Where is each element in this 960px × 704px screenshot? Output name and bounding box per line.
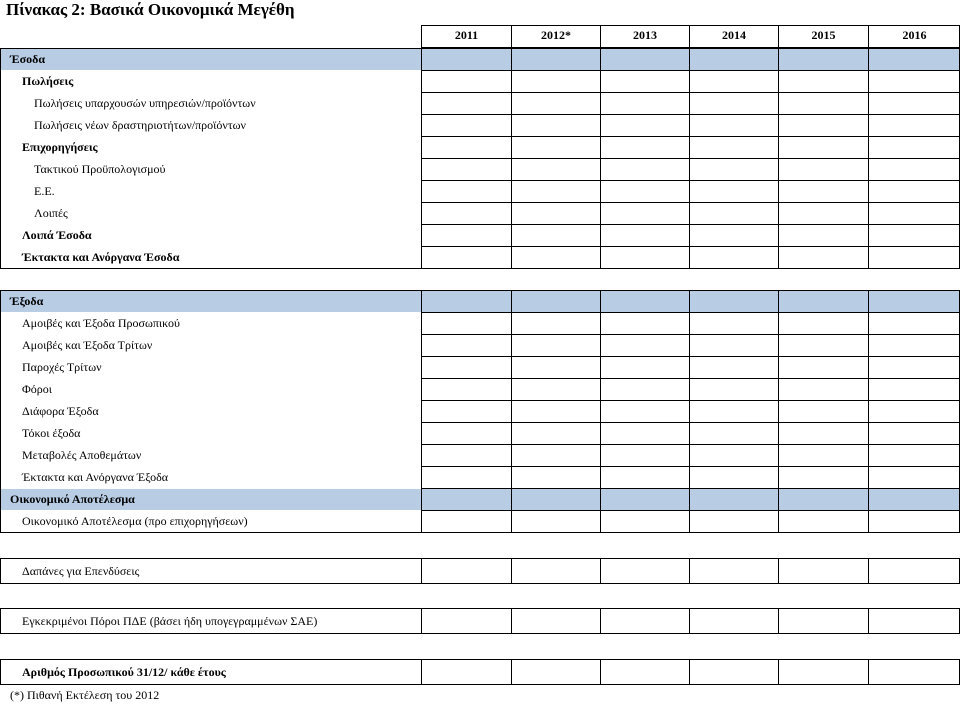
data-cell[interactable] xyxy=(512,401,600,422)
data-cell[interactable] xyxy=(869,181,960,202)
data-cell[interactable] xyxy=(422,357,511,378)
data-cell[interactable] xyxy=(422,49,511,70)
row-label: Έκτακτα και Ανόργανα Έσοδα xyxy=(22,250,180,264)
data-cell[interactable] xyxy=(422,401,511,422)
row-label: Δαπάνες για Επενδύσεις xyxy=(22,564,140,578)
data-cell[interactable] xyxy=(601,489,689,510)
data-cell[interactable] xyxy=(779,181,868,202)
data-cell[interactable] xyxy=(422,291,511,312)
data-cell[interactable] xyxy=(869,203,960,224)
year-header-cell: 2016 xyxy=(868,26,960,47)
row-label: Διάφορα Έξοδα xyxy=(22,404,99,418)
data-cell[interactable] xyxy=(422,445,511,466)
data-cell[interactable] xyxy=(869,247,960,268)
data-cell[interactable] xyxy=(601,559,689,583)
data-cell[interactable] xyxy=(690,313,778,334)
data-cell[interactable] xyxy=(422,511,511,532)
data-cell[interactable] xyxy=(869,609,960,633)
data-cell[interactable] xyxy=(512,225,600,246)
data-cell[interactable] xyxy=(601,159,689,180)
data-cell[interactable] xyxy=(779,247,868,268)
data-cell[interactable] xyxy=(601,115,689,136)
data-cell[interactable] xyxy=(690,511,778,532)
data-cell[interactable] xyxy=(422,71,511,92)
data-cell[interactable] xyxy=(869,93,960,114)
data-cell[interactable] xyxy=(779,423,868,444)
data-cell[interactable] xyxy=(869,445,960,466)
data-cell[interactable] xyxy=(690,49,778,70)
data-cell[interactable] xyxy=(779,357,868,378)
data-cell[interactable] xyxy=(690,660,778,684)
data-cell[interactable] xyxy=(512,115,600,136)
row-label: Πωλήσεις υπαρχουσών υπηρεσιών/προϊόντων xyxy=(34,96,256,110)
data-cell[interactable] xyxy=(601,225,689,246)
data-cell[interactable] xyxy=(779,489,868,510)
data-cell[interactable] xyxy=(422,115,511,136)
data-cell[interactable] xyxy=(512,247,600,268)
data-cell[interactable] xyxy=(422,159,511,180)
row-label: Αμοιβές και Έξοδα Προσωπικού xyxy=(22,316,180,330)
data-cell[interactable] xyxy=(869,511,960,532)
data-cell[interactable] xyxy=(869,225,960,246)
data-cell[interactable] xyxy=(601,49,689,70)
data-cell[interactable] xyxy=(512,313,600,334)
data-cell[interactable] xyxy=(422,335,511,356)
data-cell[interactable] xyxy=(690,423,778,444)
data-cell[interactable] xyxy=(512,489,600,510)
data-cell[interactable] xyxy=(422,247,511,268)
data-cell[interactable] xyxy=(422,489,511,510)
data-cell[interactable] xyxy=(512,291,600,312)
row-label: Φόροι xyxy=(22,382,52,396)
data-cell[interactable] xyxy=(869,71,960,92)
data-cell[interactable] xyxy=(512,467,600,488)
data-cell[interactable] xyxy=(869,357,960,378)
row-label: Έσοδα xyxy=(10,52,46,66)
data-cell[interactable] xyxy=(601,313,689,334)
data-cell[interactable] xyxy=(690,335,778,356)
row-label: Λοιπά Έσοδα xyxy=(22,228,92,242)
row-label: Επιχορηγήσεις xyxy=(22,140,98,154)
row-label: Παροχές Τρίτων xyxy=(22,360,102,374)
data-cell[interactable] xyxy=(779,379,868,400)
data-cell[interactable] xyxy=(690,115,778,136)
data-cell[interactable] xyxy=(779,137,868,158)
data-cell[interactable] xyxy=(779,401,868,422)
data-cell[interactable] xyxy=(512,181,600,202)
data-cell[interactable] xyxy=(601,137,689,158)
data-cell[interactable] xyxy=(869,401,960,422)
data-cell[interactable] xyxy=(690,137,778,158)
data-cell[interactable] xyxy=(512,660,600,684)
data-cell[interactable] xyxy=(690,159,778,180)
year-header-cell: 2013 xyxy=(600,26,689,47)
data-cell[interactable] xyxy=(779,313,868,334)
data-cell[interactable] xyxy=(779,203,868,224)
table-title: Πίνακας 2: Βασικά Οικονομικά Μεγέθη xyxy=(6,0,295,19)
data-cell[interactable] xyxy=(779,660,868,684)
row-label: Πωλήσεις xyxy=(22,74,74,88)
data-cell[interactable] xyxy=(422,379,511,400)
data-cell[interactable] xyxy=(690,357,778,378)
data-cell[interactable] xyxy=(422,93,511,114)
row-label: Τόκοι έξοδα xyxy=(22,426,81,440)
data-cell[interactable] xyxy=(779,445,868,466)
row-label: Ε.Ε. xyxy=(34,184,55,198)
data-cell[interactable] xyxy=(690,489,778,510)
row-label: Έκτακτα και Ανόργανα Έξοδα xyxy=(22,470,169,484)
data-cell[interactable] xyxy=(512,137,600,158)
data-cell[interactable] xyxy=(601,401,689,422)
data-cell[interactable] xyxy=(690,401,778,422)
data-cell[interactable] xyxy=(690,181,778,202)
data-cell[interactable] xyxy=(690,467,778,488)
data-cell[interactable] xyxy=(601,467,689,488)
data-cell[interactable] xyxy=(512,357,600,378)
row-label: Έξοδα xyxy=(10,294,44,308)
row-label: Οικονομικό Αποτέλεσμα (προ επιχορηγήσεων) xyxy=(22,514,248,528)
data-cell[interactable] xyxy=(601,181,689,202)
data-cell[interactable] xyxy=(512,49,600,70)
data-cell[interactable] xyxy=(690,445,778,466)
data-cell[interactable] xyxy=(779,467,868,488)
data-cell[interactable] xyxy=(779,609,868,633)
row-label: Τακτικού Προϋπολογισμού xyxy=(34,162,166,176)
data-cell[interactable] xyxy=(512,511,600,532)
data-cell[interactable] xyxy=(869,559,960,583)
data-cell[interactable] xyxy=(869,423,960,444)
data-cell[interactable] xyxy=(601,609,689,633)
data-cell[interactable] xyxy=(512,203,600,224)
data-cell[interactable] xyxy=(512,609,600,633)
data-cell[interactable] xyxy=(779,115,868,136)
data-cell[interactable] xyxy=(601,357,689,378)
row-label: Πωλήσεις νέων δραστηριοτήτων/προϊόντων xyxy=(34,118,246,132)
data-cell[interactable] xyxy=(869,313,960,334)
data-cell[interactable] xyxy=(422,181,511,202)
data-cell[interactable] xyxy=(869,159,960,180)
row-label: Αριθμός Προσωπικού 31/12/ κάθε έτους xyxy=(22,665,226,679)
data-cell[interactable] xyxy=(512,379,600,400)
data-cell[interactable] xyxy=(869,467,960,488)
data-cell[interactable] xyxy=(601,660,689,684)
data-cell[interactable] xyxy=(422,423,511,444)
data-cell[interactable] xyxy=(601,423,689,444)
data-cell[interactable] xyxy=(779,335,868,356)
data-cell[interactable] xyxy=(601,445,689,466)
data-cell[interactable] xyxy=(512,423,600,444)
data-cell[interactable] xyxy=(690,291,778,312)
data-cell[interactable] xyxy=(779,93,868,114)
data-cell[interactable] xyxy=(601,511,689,532)
data-cell[interactable] xyxy=(690,203,778,224)
data-cell[interactable] xyxy=(869,115,960,136)
data-cell[interactable] xyxy=(779,559,868,583)
data-cell[interactable] xyxy=(690,225,778,246)
data-cell[interactable] xyxy=(690,379,778,400)
data-cell[interactable] xyxy=(869,335,960,356)
data-cell[interactable] xyxy=(690,609,778,633)
data-cell[interactable] xyxy=(601,335,689,356)
data-cell[interactable] xyxy=(869,49,960,70)
data-cell[interactable] xyxy=(869,379,960,400)
data-cell[interactable] xyxy=(422,137,511,158)
data-cell[interactable] xyxy=(512,71,600,92)
data-cell[interactable] xyxy=(422,660,511,684)
data-cell[interactable] xyxy=(869,137,960,158)
row-label: Λοιπές xyxy=(34,206,68,220)
data-cell[interactable] xyxy=(869,660,960,684)
data-cell[interactable] xyxy=(601,71,689,92)
data-cell[interactable] xyxy=(779,49,868,70)
data-cell[interactable] xyxy=(601,379,689,400)
data-cell[interactable] xyxy=(779,291,868,312)
data-cell[interactable] xyxy=(779,159,868,180)
data-cell[interactable] xyxy=(601,93,689,114)
data-cell[interactable] xyxy=(779,225,868,246)
data-cell[interactable] xyxy=(422,313,511,334)
data-cell[interactable] xyxy=(779,71,868,92)
data-cell[interactable] xyxy=(422,203,511,224)
data-cell[interactable] xyxy=(869,489,960,510)
data-cell[interactable] xyxy=(690,93,778,114)
data-cell[interactable] xyxy=(601,203,689,224)
data-cell[interactable] xyxy=(779,511,868,532)
row-label: Αμοιβές και Έξοδα Τρίτων xyxy=(22,338,153,352)
data-cell[interactable] xyxy=(690,559,778,583)
data-cell[interactable] xyxy=(601,291,689,312)
data-cell[interactable] xyxy=(512,445,600,466)
data-cell[interactable] xyxy=(422,609,511,633)
footnote: (*) Πιθανή Εκτέλεση του 2012 xyxy=(10,688,160,702)
year-header-cell: 2011 xyxy=(421,26,511,47)
data-cell[interactable] xyxy=(512,335,600,356)
data-cell[interactable] xyxy=(869,291,960,312)
row-label: Εγκεκριμένοι Πόροι ΠΔΕ (βάσει ήδη υπογεγραμμένων ΣΑΕ) xyxy=(22,614,318,628)
data-cell[interactable] xyxy=(690,71,778,92)
data-cell[interactable] xyxy=(422,559,511,583)
data-cell[interactable] xyxy=(512,93,600,114)
data-cell[interactable] xyxy=(601,247,689,268)
year-header-cell: 2014 xyxy=(689,26,778,47)
row-label: Οικονομικό Αποτέλεσμα xyxy=(10,492,135,506)
data-cell[interactable] xyxy=(690,247,778,268)
year-header-cell: 2015 xyxy=(778,26,868,47)
row-label: Μεταβολές Αποθεμάτων xyxy=(22,448,142,462)
year-header-cell: 2012* xyxy=(511,26,600,47)
data-cell[interactable] xyxy=(422,467,511,488)
data-cell[interactable] xyxy=(512,159,600,180)
data-cell[interactable] xyxy=(512,559,600,583)
data-cell[interactable] xyxy=(422,225,511,246)
